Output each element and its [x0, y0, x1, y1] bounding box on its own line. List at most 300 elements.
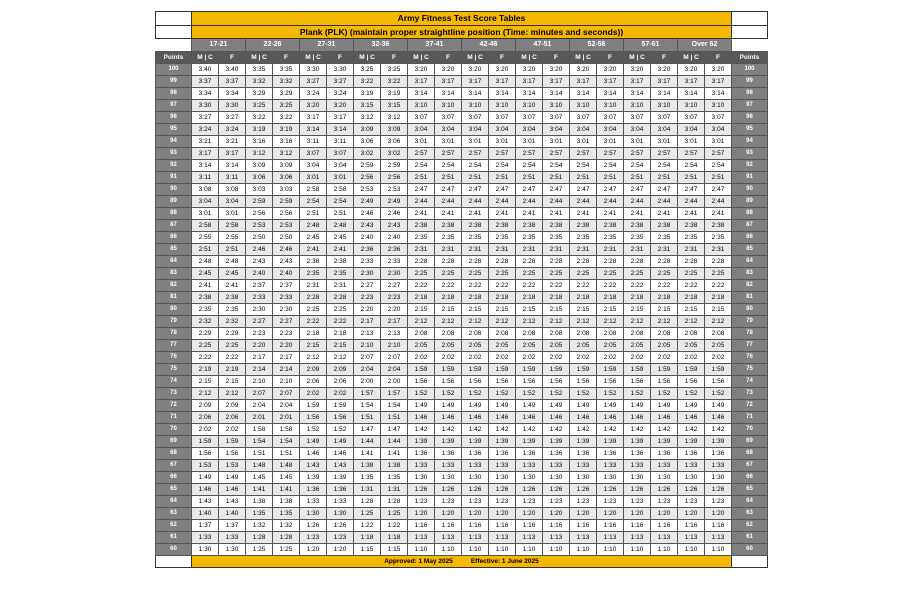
- time-cell: 3:10: [489, 100, 516, 112]
- time-cell: 1:36: [489, 448, 516, 460]
- time-cell: 3:27: [327, 76, 354, 88]
- time-cell: 2:43: [273, 256, 300, 268]
- time-cell: 3:01: [435, 136, 462, 148]
- time-cell: 2:41: [219, 280, 246, 292]
- mc-column-header: M | C: [624, 52, 651, 64]
- time-cell: 2:04: [354, 364, 381, 376]
- time-cell: 2:46: [246, 244, 273, 256]
- time-cell: 2:57: [543, 148, 570, 160]
- time-cell: 2:10: [381, 340, 408, 352]
- time-cell: 2:44: [651, 196, 678, 208]
- time-cell: 2:08: [597, 328, 624, 340]
- time-cell: 1:28: [354, 496, 381, 508]
- points-cell-right: 79: [732, 316, 768, 328]
- time-cell: 3:10: [516, 100, 543, 112]
- time-cell: 1:47: [381, 424, 408, 436]
- time-cell: 2:41: [597, 208, 624, 220]
- time-cell: 2:25: [516, 268, 543, 280]
- time-cell: 2:51: [651, 172, 678, 184]
- points-cell-right: 61: [732, 532, 768, 544]
- time-cell: 2:54: [570, 160, 597, 172]
- time-cell: 2:38: [192, 292, 219, 304]
- time-cell: 2:28: [570, 256, 597, 268]
- time-cell: 1:33: [516, 460, 543, 472]
- time-cell: 2:57: [489, 148, 516, 160]
- time-cell: 1:41: [246, 484, 273, 496]
- points-cell-right: 74: [732, 376, 768, 388]
- time-cell: 3:29: [246, 88, 273, 100]
- time-cell: 2:10: [246, 376, 273, 388]
- time-cell: 2:12: [624, 316, 651, 328]
- time-cell: 1:49: [651, 400, 678, 412]
- time-cell: 2:25: [543, 268, 570, 280]
- time-cell: 2:40: [354, 232, 381, 244]
- time-cell: 2:44: [597, 196, 624, 208]
- time-cell: 1:26: [570, 484, 597, 496]
- points-cell-right: 92: [732, 160, 768, 172]
- time-cell: 2:54: [678, 160, 705, 172]
- time-cell: 2:57: [597, 148, 624, 160]
- time-cell: 1:56: [516, 376, 543, 388]
- time-cell: 2:12: [597, 316, 624, 328]
- time-cell: 2:00: [381, 376, 408, 388]
- time-cell: 1:56: [597, 376, 624, 388]
- time-cell: 1:20: [327, 544, 354, 556]
- time-cell: 2:18: [435, 292, 462, 304]
- time-cell: 2:23: [246, 328, 273, 340]
- time-cell: 1:23: [489, 496, 516, 508]
- time-cell: 3:17: [543, 76, 570, 88]
- time-cell: 1:49: [597, 400, 624, 412]
- time-cell: 2:02: [543, 352, 570, 364]
- table-row: [156, 544, 768, 556]
- points-cell-left: 91: [156, 172, 192, 184]
- table-row: [156, 304, 768, 316]
- time-cell: 1:28: [381, 496, 408, 508]
- time-cell: 3:22: [354, 76, 381, 88]
- time-cell: 2:01: [246, 412, 273, 424]
- time-cell: 2:22: [705, 280, 732, 292]
- time-cell: 1:22: [381, 520, 408, 532]
- time-cell: 3:14: [651, 88, 678, 100]
- time-cell: 1:42: [543, 424, 570, 436]
- time-cell: 2:00: [354, 376, 381, 388]
- time-cell: 2:15: [516, 304, 543, 316]
- time-cell: 3:11: [300, 136, 327, 148]
- time-cell: 3:11: [219, 172, 246, 184]
- f-column-header: F: [381, 52, 408, 64]
- time-cell: 1:39: [300, 472, 327, 484]
- score-table-container: [155, 11, 768, 568]
- time-cell: 2:58: [300, 184, 327, 196]
- points-cell-right: 82: [732, 280, 768, 292]
- time-cell: 1:52: [489, 388, 516, 400]
- time-cell: 2:02: [462, 352, 489, 364]
- time-cell: 1:30: [489, 472, 516, 484]
- time-cell: 1:33: [408, 460, 435, 472]
- age-group-header: 37-41: [408, 39, 462, 52]
- time-cell: 1:35: [273, 508, 300, 520]
- time-cell: 2:36: [354, 244, 381, 256]
- time-cell: 3:01: [705, 136, 732, 148]
- time-cell: 1:59: [678, 364, 705, 376]
- time-cell: 3:04: [624, 124, 651, 136]
- time-cell: 2:38: [651, 220, 678, 232]
- time-cell: 1:13: [516, 532, 543, 544]
- time-cell: 1:36: [651, 448, 678, 460]
- time-cell: 2:31: [678, 244, 705, 256]
- time-cell: 2:47: [651, 184, 678, 196]
- time-cell: 1:59: [489, 364, 516, 376]
- time-cell: 1:42: [570, 424, 597, 436]
- table-row: [156, 508, 768, 520]
- time-cell: 1:49: [219, 472, 246, 484]
- time-cell: 3:01: [543, 136, 570, 148]
- points-cell-left: 63: [156, 508, 192, 520]
- time-cell: 2:44: [624, 196, 651, 208]
- time-cell: 2:25: [327, 304, 354, 316]
- time-cell: 2:59: [381, 160, 408, 172]
- time-cell: 3:20: [300, 100, 327, 112]
- time-cell: 2:31: [651, 244, 678, 256]
- time-cell: 1:49: [435, 400, 462, 412]
- time-cell: 1:56: [435, 376, 462, 388]
- time-cell: 1:18: [381, 532, 408, 544]
- time-cell: 3:30: [300, 64, 327, 76]
- time-cell: 1:42: [435, 424, 462, 436]
- time-cell: 1:20: [489, 508, 516, 520]
- time-cell: 2:46: [381, 208, 408, 220]
- time-cell: 3:04: [435, 124, 462, 136]
- time-cell: 2:38: [462, 220, 489, 232]
- mc-column-header: M | C: [516, 52, 543, 64]
- time-cell: 1:20: [435, 508, 462, 520]
- time-cell: 1:57: [381, 388, 408, 400]
- time-cell: 3:08: [219, 184, 246, 196]
- time-cell: 2:54: [597, 160, 624, 172]
- table-row: [156, 76, 768, 88]
- points-cell-left: 95: [156, 124, 192, 136]
- points-cell-right: 70: [732, 424, 768, 436]
- time-cell: 2:38: [327, 256, 354, 268]
- time-cell: 3:40: [192, 64, 219, 76]
- table-row: [156, 448, 768, 460]
- time-cell: 2:04: [246, 400, 273, 412]
- time-cell: 1:10: [435, 544, 462, 556]
- time-cell: 2:08: [489, 328, 516, 340]
- points-cell-left: 61: [156, 532, 192, 544]
- time-cell: 2:44: [543, 196, 570, 208]
- time-cell: 2:25: [219, 340, 246, 352]
- time-cell: 3:19: [381, 88, 408, 100]
- time-cell: 3:07: [516, 112, 543, 124]
- time-cell: 3:10: [408, 100, 435, 112]
- time-cell: 2:18: [543, 292, 570, 304]
- time-cell: 1:41: [273, 484, 300, 496]
- time-cell: 1:16: [408, 520, 435, 532]
- time-cell: 3:17: [192, 148, 219, 160]
- time-cell: 3:20: [705, 64, 732, 76]
- time-cell: 1:31: [354, 484, 381, 496]
- time-cell: 2:02: [489, 352, 516, 364]
- time-cell: 2:13: [354, 328, 381, 340]
- time-cell: 2:19: [192, 364, 219, 376]
- time-cell: 2:12: [516, 316, 543, 328]
- time-cell: 2:54: [462, 160, 489, 172]
- time-cell: 3:19: [246, 124, 273, 136]
- time-cell: 2:46: [354, 208, 381, 220]
- effective-date: Effective: 1 June 2025: [470, 558, 539, 565]
- points-cell-left: 92: [156, 160, 192, 172]
- time-cell: 3:04: [651, 124, 678, 136]
- time-cell: 1:46: [651, 412, 678, 424]
- table-row: [156, 208, 768, 220]
- f-column-header: F: [489, 52, 516, 64]
- time-cell: 1:10: [516, 544, 543, 556]
- time-cell: 3:11: [192, 172, 219, 184]
- table-row: [156, 220, 768, 232]
- mc-column-header: M | C: [354, 52, 381, 64]
- time-cell: 2:57: [516, 148, 543, 160]
- time-cell: 1:56: [651, 376, 678, 388]
- time-cell: 1:20: [705, 508, 732, 520]
- time-cell: 2:47: [489, 184, 516, 196]
- time-cell: 1:38: [246, 496, 273, 508]
- time-cell: 1:36: [543, 448, 570, 460]
- time-cell: 3:20: [624, 64, 651, 76]
- time-cell: 2:47: [462, 184, 489, 196]
- time-cell: 2:23: [273, 328, 300, 340]
- time-cell: 1:46: [624, 412, 651, 424]
- time-cell: 2:17: [273, 352, 300, 364]
- points-cell-left: 82: [156, 280, 192, 292]
- time-cell: 3:04: [516, 124, 543, 136]
- time-cell: 1:46: [300, 448, 327, 460]
- time-cell: 2:54: [327, 196, 354, 208]
- time-cell: 2:35: [462, 232, 489, 244]
- time-cell: 1:30: [219, 544, 246, 556]
- time-cell: 2:15: [192, 376, 219, 388]
- time-cell: 2:55: [219, 232, 246, 244]
- table-subtitle: Plank (PLK) (maintain proper straightline position (Time: minutes and seconds)): [192, 26, 732, 39]
- time-cell: 1:35: [354, 472, 381, 484]
- points-cell-right: 94: [732, 136, 768, 148]
- time-cell: 2:05: [435, 340, 462, 352]
- time-cell: 1:49: [489, 400, 516, 412]
- time-cell: 2:56: [381, 172, 408, 184]
- time-cell: 2:35: [435, 232, 462, 244]
- time-cell: 1:46: [597, 412, 624, 424]
- time-cell: 2:31: [543, 244, 570, 256]
- time-cell: 1:10: [597, 544, 624, 556]
- time-cell: 3:17: [570, 76, 597, 88]
- time-cell: 2:12: [678, 316, 705, 328]
- time-cell: 1:36: [624, 448, 651, 460]
- time-cell: 3:14: [624, 88, 651, 100]
- time-cell: 2:33: [246, 292, 273, 304]
- time-cell: 2:22: [300, 316, 327, 328]
- points-cell-left: 75: [156, 364, 192, 376]
- time-cell: 2:47: [543, 184, 570, 196]
- time-cell: 2:41: [705, 208, 732, 220]
- time-cell: 2:07: [381, 352, 408, 364]
- time-cell: 3:34: [192, 88, 219, 100]
- time-cell: 3:14: [300, 124, 327, 136]
- time-cell: 1:46: [543, 412, 570, 424]
- time-cell: 1:42: [516, 424, 543, 436]
- time-cell: 1:25: [381, 508, 408, 520]
- time-cell: 1:32: [273, 520, 300, 532]
- time-cell: 1:59: [300, 400, 327, 412]
- table-row: [156, 496, 768, 508]
- time-cell: 2:44: [678, 196, 705, 208]
- table-row: [156, 196, 768, 208]
- time-cell: 2:25: [705, 268, 732, 280]
- time-cell: 1:56: [300, 412, 327, 424]
- time-cell: 1:51: [273, 448, 300, 460]
- time-cell: 1:33: [327, 496, 354, 508]
- time-cell: 1:33: [543, 460, 570, 472]
- time-cell: 3:07: [300, 148, 327, 160]
- time-cell: 1:10: [678, 544, 705, 556]
- mc-column-header: M | C: [678, 52, 705, 64]
- time-cell: 3:14: [435, 88, 462, 100]
- table-row: [156, 112, 768, 124]
- time-cell: 3:17: [462, 76, 489, 88]
- time-cell: 2:38: [678, 220, 705, 232]
- time-cell: 3:20: [327, 100, 354, 112]
- time-cell: 1:30: [624, 472, 651, 484]
- time-cell: 2:35: [624, 232, 651, 244]
- time-cell: 1:16: [651, 520, 678, 532]
- time-cell: 2:47: [624, 184, 651, 196]
- time-cell: 2:30: [381, 268, 408, 280]
- time-cell: 2:54: [516, 160, 543, 172]
- points-cell-right: 73: [732, 388, 768, 400]
- time-cell: 2:59: [273, 196, 300, 208]
- time-cell: 1:44: [381, 436, 408, 448]
- time-cell: 1:36: [408, 448, 435, 460]
- time-cell: 1:26: [597, 484, 624, 496]
- time-cell: 1:54: [354, 400, 381, 412]
- time-cell: 1:38: [273, 496, 300, 508]
- time-cell: 2:31: [570, 244, 597, 256]
- time-cell: 2:35: [543, 232, 570, 244]
- time-cell: 1:56: [219, 448, 246, 460]
- time-cell: 1:59: [705, 364, 732, 376]
- time-cell: 2:25: [597, 268, 624, 280]
- time-cell: 1:51: [246, 448, 273, 460]
- time-cell: 3:14: [489, 88, 516, 100]
- points-cell-left: 86: [156, 232, 192, 244]
- time-cell: 3:07: [435, 112, 462, 124]
- time-cell: 2:14: [273, 364, 300, 376]
- time-cell: 2:41: [678, 208, 705, 220]
- time-cell: 1:30: [678, 472, 705, 484]
- time-cell: 1:49: [192, 472, 219, 484]
- time-cell: 1:56: [489, 376, 516, 388]
- points-cell-right: 93: [732, 148, 768, 160]
- time-cell: 1:20: [408, 508, 435, 520]
- time-cell: 3:07: [462, 112, 489, 124]
- time-cell: 2:31: [462, 244, 489, 256]
- time-cell: 2:38: [219, 292, 246, 304]
- time-cell: 2:45: [327, 232, 354, 244]
- time-cell: 1:59: [327, 400, 354, 412]
- time-cell: 1:58: [246, 424, 273, 436]
- time-cell: 3:06: [273, 172, 300, 184]
- time-cell: 1:56: [624, 376, 651, 388]
- time-cell: 2:15: [597, 304, 624, 316]
- time-cell: 2:56: [354, 172, 381, 184]
- points-cell-left: 89: [156, 196, 192, 208]
- time-cell: 1:43: [327, 460, 354, 472]
- time-cell: 2:38: [705, 220, 732, 232]
- time-cell: 1:42: [597, 424, 624, 436]
- time-cell: 3:14: [219, 160, 246, 172]
- table-row: [156, 484, 768, 496]
- time-cell: 2:32: [219, 316, 246, 328]
- time-cell: 3:01: [327, 172, 354, 184]
- time-cell: 1:13: [408, 532, 435, 544]
- time-cell: 1:36: [435, 448, 462, 460]
- time-cell: 1:43: [219, 496, 246, 508]
- time-cell: 1:52: [570, 388, 597, 400]
- time-cell: 1:41: [354, 448, 381, 460]
- time-cell: 2:02: [219, 424, 246, 436]
- points-cell-left: 64: [156, 496, 192, 508]
- table-row: [156, 256, 768, 268]
- time-cell: 3:30: [327, 64, 354, 76]
- time-cell: 1:40: [219, 508, 246, 520]
- time-cell: 2:41: [543, 208, 570, 220]
- time-cell: 3:14: [705, 88, 732, 100]
- time-cell: 3:15: [354, 100, 381, 112]
- table-row: [156, 472, 768, 484]
- time-cell: 2:20: [354, 304, 381, 316]
- time-cell: 2:50: [273, 232, 300, 244]
- mc-column-header: M | C: [192, 52, 219, 64]
- time-cell: 2:05: [597, 340, 624, 352]
- f-column-header: F: [705, 52, 732, 64]
- time-cell: 1:52: [462, 388, 489, 400]
- time-cell: 2:41: [300, 244, 327, 256]
- points-cell-left: 70: [156, 424, 192, 436]
- points-cell-left: 88: [156, 208, 192, 220]
- time-cell: 2:06: [192, 412, 219, 424]
- time-cell: 2:53: [273, 220, 300, 232]
- time-cell: 2:44: [435, 196, 462, 208]
- time-cell: 1:43: [300, 460, 327, 472]
- time-cell: 3:37: [192, 76, 219, 88]
- time-cell: 2:25: [624, 268, 651, 280]
- time-cell: 2:18: [678, 292, 705, 304]
- time-cell: 2:54: [408, 160, 435, 172]
- time-cell: 2:15: [219, 376, 246, 388]
- time-cell: 1:26: [705, 484, 732, 496]
- time-cell: 2:31: [327, 280, 354, 292]
- time-cell: 3:09: [246, 160, 273, 172]
- time-cell: 1:46: [570, 412, 597, 424]
- time-cell: 2:51: [678, 172, 705, 184]
- time-cell: 2:02: [597, 352, 624, 364]
- time-cell: 2:35: [651, 232, 678, 244]
- time-cell: 3:16: [246, 136, 273, 148]
- time-cell: 3:01: [624, 136, 651, 148]
- points-cell-right: 98: [732, 88, 768, 100]
- time-cell: 3:17: [597, 76, 624, 88]
- points-cell-right: 77: [732, 340, 768, 352]
